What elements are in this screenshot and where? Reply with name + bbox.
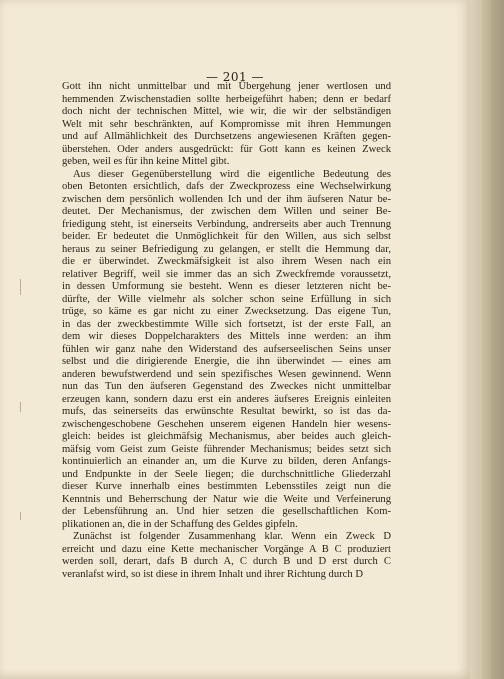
text-line: plikationen an, die in der Schaffung des Geldes gipfeln. (62, 518, 298, 530)
text-line: zwischengeschobene Geschehen unserem eigenen Handeln hier wesens- (62, 418, 391, 430)
margin-mark (20, 279, 21, 295)
text-line: heraus zu seiner Befriedigung zu gelangen, er stellt die Hemmung dar, (62, 243, 391, 255)
text-line: zwischen dem persönlich wollenden Ich und der ihm äufseren Natur be- (62, 193, 391, 205)
text-line: dem wir dieses Doppelcharakters des Mittels inne werden: an ihm (62, 331, 391, 342)
text-line: in das der zweckbestimmte Wille sich fortsetzt, ist der erste Fall, an (62, 318, 391, 330)
text-line: erzeugen kann, sondern dazu erst ein anderes äufseres Ereignis einleiten (62, 393, 391, 405)
paragraph (62, 531, 391, 581)
text-line: Kenntnis und Beherrschung der Natur wie die Weite und Verfeinerung (62, 493, 391, 505)
text-line: relativer Begriff, weil sie immer das an sich Zweckfremde voraussetzt, (62, 268, 391, 280)
text-line: erreicht und dazu eine Kette mechanischer Vorgänge A B C produziert (62, 543, 391, 555)
text-line: dieser Kurve innerhalb eines bestimmten Lebensstiles zeigt nun die (62, 481, 391, 492)
body-text (62, 81, 391, 581)
text-line: Welt mit sehr beschränkten, auf Kompromisse mit ihren Hemmungen (62, 118, 391, 130)
text-line: fühlen wir ganz nahe den Widerstand des aufserseelischen Seins unser (62, 343, 391, 355)
text-line: in dessen Umformung sie besteht. Wenn es dieser letzteren nicht be- (62, 281, 391, 292)
text-line: Zunächst ist folgender Zusammenhang klar. Wenn ein Zweck D (73, 531, 391, 542)
text-line: geben, weil es für ihn keine Mittel gibt. (62, 156, 230, 167)
text-line: trüge, so käme es gar nicht zu einer Zwecksetzung. Das eigene Tun, (62, 306, 391, 317)
text-line: anderen bewufstwerdend und sein spezifisches Wesen gewinnend. Wenn (62, 368, 391, 380)
text-line: oben Betonten ersichtlich, dafs der Zweckprozess eine Wechselwirkung (62, 181, 391, 192)
text-line: hemmenden Zwischenstadien sollte herbeigeführt haben; denn er bedarf (62, 93, 391, 105)
text-line: und auf Allmählichkeit des Durchsetzens angewiesenen Kräften gegen- (62, 131, 391, 142)
text-line: überstehen. Oder anders ausgedrückt: für Gott kann es keinen Zweck (62, 143, 391, 155)
text-line: und Endpunkte in der Seele liegen; die durchschnittliche Gliederzahl (62, 468, 391, 480)
text-line: Aus dieser Gegenüberstellung wird die eigentliche Bedeutung des (73, 168, 391, 180)
text-line: friedigung steht, ist einerseits Verbindung, andrerseits aber auch Trennung (62, 218, 391, 230)
text-line: mufs, das seinerseits das erwünschte Resultat bewirkt, so ist das da- (62, 406, 391, 417)
text-line: werden soll, derart, dafs B durch A, C durch B und D erst durch C (62, 556, 391, 567)
paragraph (62, 169, 391, 532)
paragraph (62, 81, 391, 169)
text-line: nun das Tun den äufseren Gegenstand des Zweckes nicht unmittelbar (62, 381, 391, 392)
text-line: dürfte, der Wille vielmehr als solcher schon seine Erfüllung in sich (62, 293, 391, 305)
text-line: die er überwindet. Zweckmäfsigkeit ist also ihrem Wesen nach ein (62, 256, 391, 267)
text-line: selbst und die dirigierende Energie, die ihn überwindet — eines am (62, 356, 391, 367)
text-line: mäfsig vom Geist zum Geiste führender Mechanismus; beides setzt sich (62, 443, 391, 455)
page-number: — 201 — (205, 70, 265, 84)
text-line: der Lebensführung an. Und hier setzen die gesellschaftlichen Kom- (62, 506, 391, 517)
page-edge (491, 0, 504, 679)
text-line: veranlafst wird, so ist diese in ihrem Inhalt und ihrer Richtung durch D (62, 568, 363, 580)
text-line: gleich: beides ist gleichmäfsig Mechanismus, aber beides auch gleich- (62, 431, 391, 442)
text-line: beider. Er bedeutet die Unmöglichkeit für den Willen, aus sich selbst (62, 231, 391, 242)
text-line: doch nicht der technischen Mittel, wie wir, die wir der selbständigen (62, 106, 391, 117)
text-line: deutet. Der Mechanismus, der zwischen dem Willen und seiner Be- (62, 206, 391, 217)
text-line: Gott ihn nicht unmittelbar und mit Übergehung jener wertlosen und (62, 81, 391, 92)
text-line: kontinuierlich an einander an, um die Kurve zu bilden, deren Anfangs- (62, 456, 391, 467)
margin-mark (20, 512, 21, 520)
page-edge (470, 0, 482, 679)
page-edge (482, 0, 491, 679)
margin-mark (20, 402, 21, 412)
